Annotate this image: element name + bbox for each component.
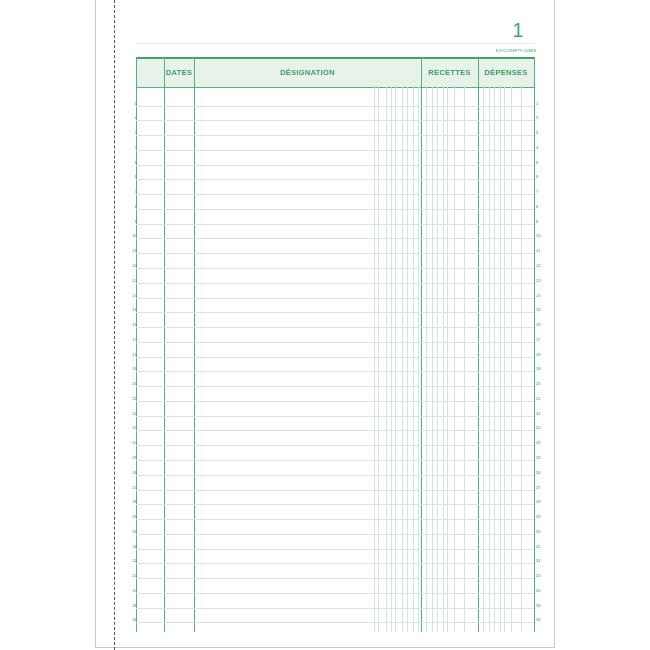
subcolumn-rule (407, 87, 408, 632)
row-number-right: 9 (536, 218, 539, 224)
row-number-right: 3 (536, 130, 539, 135)
row-number-left: 14 (132, 292, 137, 298)
row-number-left: 4 (134, 144, 137, 150)
row-number-left: 5 (134, 159, 137, 165)
row-number-right: 1 (536, 100, 539, 106)
row-number-right: 6 (536, 174, 539, 180)
row-rule (136, 534, 534, 535)
row-rule (136, 563, 534, 564)
subcolumn-rule (374, 87, 375, 632)
row-rule (136, 504, 534, 505)
subcolumn-rule (437, 87, 438, 632)
row-number-right: 32 (536, 558, 541, 564)
row-number-right: 12 (536, 263, 541, 268)
row-number-right: 17 (536, 336, 541, 342)
row-rule (136, 460, 534, 461)
row-number-right: 20 (536, 381, 541, 387)
row-rule (136, 298, 534, 299)
row-rule (136, 416, 534, 417)
row-number-right: 36 (536, 617, 541, 623)
perforation-line (114, 0, 115, 650)
row-rule (136, 593, 534, 594)
subcolumn-rule (395, 87, 396, 632)
row-rule (136, 106, 534, 107)
subcolumn-rule (391, 87, 392, 632)
row-number-right: 25 (536, 455, 541, 460)
row-number-right: 21 (536, 395, 541, 401)
row-number-left: 16 (132, 322, 137, 327)
row-number-left: 21 (132, 395, 137, 401)
row-number-right: 2 (536, 115, 539, 121)
row-rule (136, 165, 534, 166)
header-designation: DÉSIGNATION (280, 68, 335, 77)
row-rule (136, 327, 534, 328)
reference-code: EXACOMPTA 13688 (495, 48, 536, 53)
row-number-left: 12 (132, 263, 137, 268)
row-number-left: 22 (132, 410, 137, 416)
subcolumn-rule (447, 87, 448, 632)
header-bottom-rule (136, 87, 534, 88)
subcolumn-rule (500, 87, 501, 632)
subcolumn-rule (494, 87, 495, 632)
row-number-right: 29 (536, 514, 541, 520)
row-rule (136, 401, 534, 402)
row-number-left: 7 (134, 189, 137, 195)
row-rule (136, 253, 534, 254)
row-number-right: 31 (536, 543, 541, 549)
row-rule (136, 150, 534, 151)
row-rule (136, 194, 534, 195)
row-number-left: 25 (132, 455, 137, 460)
row-rule (136, 209, 534, 210)
row-number-left: 9 (134, 218, 137, 224)
row-rule (136, 490, 534, 491)
row-rule (136, 608, 534, 609)
row-number-right: 16 (536, 322, 541, 327)
header-depenses: DÉPENSES (484, 68, 528, 77)
row-number-right: 5 (536, 159, 539, 165)
row-number-right: 26 (536, 469, 541, 475)
subcolumn-rule (521, 87, 522, 632)
column-rule (164, 57, 165, 632)
row-rule (136, 549, 534, 550)
subcolumn-rule (378, 87, 379, 632)
row-number-left: 36 (132, 617, 137, 623)
row-rule (136, 519, 534, 520)
header-dates: DATES (165, 68, 193, 77)
row-number-left: 24 (132, 440, 137, 446)
row-number-left: 33 (132, 573, 137, 579)
subcolumn-rule (464, 87, 465, 632)
row-number-left: 29 (132, 514, 137, 520)
row-number-left: 6 (134, 174, 137, 180)
row-rule (136, 371, 534, 372)
header-row-number (136, 59, 164, 87)
row-rule (136, 578, 534, 579)
subcolumn-rule (454, 87, 455, 632)
row-rule (136, 386, 534, 387)
row-number-right: 28 (536, 499, 541, 505)
row-rule (136, 238, 534, 239)
page-number: 1 (512, 20, 524, 42)
row-number-right: 19 (536, 366, 541, 372)
row-number-right: 34 (536, 587, 541, 593)
row-rule (136, 179, 534, 180)
row-number-left: 28 (132, 499, 137, 505)
row-rule (136, 268, 534, 269)
row-rule (136, 135, 534, 136)
row-rule (136, 357, 534, 358)
row-rule (136, 475, 534, 476)
row-number-right: 4 (536, 144, 539, 150)
subcolumn-rule (511, 87, 512, 632)
row-number-left: 17 (132, 336, 137, 342)
column-rule (421, 57, 422, 632)
top-guide-line (136, 43, 534, 44)
row-number-left: 11 (132, 248, 137, 254)
row-number-right: 10 (536, 233, 541, 239)
row-number-left: 27 (132, 484, 137, 490)
row-number-left: 20 (132, 381, 137, 387)
row-number-left: 1 (134, 100, 137, 106)
row-number-left: 8 (134, 203, 137, 209)
row-number-left: 34 (132, 587, 137, 593)
subcolumn-rule (483, 87, 484, 632)
row-number-right: 24 (536, 440, 541, 446)
row-number-left: 30 (132, 528, 137, 534)
row-number-right: 15 (536, 307, 541, 313)
row-rule (136, 224, 534, 225)
column-rule (534, 57, 535, 632)
row-rule (136, 622, 534, 623)
row-number-left: 32 (132, 558, 137, 564)
header-recettes: RECETTES (428, 68, 471, 77)
subcolumn-rule (432, 87, 433, 632)
row-rule (136, 312, 534, 313)
row-number-right: 22 (536, 410, 541, 416)
subcolumn-rule (402, 87, 403, 632)
subcolumn-rule (413, 87, 414, 632)
row-number-left: 23 (132, 425, 137, 431)
row-number-left: 19 (132, 366, 137, 372)
column-rule (478, 57, 479, 632)
subcolumn-rule (443, 87, 444, 632)
table-header (136, 57, 534, 87)
row-number-left: 10 (132, 233, 137, 239)
row-number-right: 11 (536, 248, 541, 254)
subcolumn-rule (418, 87, 419, 632)
subcolumn-rule (386, 87, 387, 632)
row-number-left: 35 (132, 602, 137, 608)
row-rule (136, 342, 534, 343)
row-number-right: 33 (536, 573, 541, 579)
row-number-left: 26 (132, 469, 137, 475)
row-number-right: 27 (536, 484, 541, 490)
row-number-right: 35 (536, 602, 541, 608)
row-number-right: 14 (536, 292, 541, 298)
row-rule (136, 283, 534, 284)
row-number-right: 7 (536, 189, 539, 195)
row-number-right: 8 (536, 203, 539, 209)
subcolumn-rule (504, 87, 505, 632)
subcolumn-rule (426, 87, 427, 632)
row-rule (136, 445, 534, 446)
subcolumn-rule (489, 87, 490, 632)
row-number-left: 3 (134, 130, 137, 135)
row-number-left: 31 (132, 543, 137, 549)
row-number-left: 2 (134, 115, 137, 121)
row-number-right: 23 (536, 425, 541, 431)
row-number-left: 15 (132, 307, 137, 313)
row-rule (136, 430, 534, 431)
row-rule (136, 120, 534, 121)
column-rule (194, 57, 195, 632)
row-number-left: 13 (132, 277, 137, 283)
row-number-right: 13 (536, 277, 541, 283)
row-number-left: 18 (132, 351, 137, 357)
row-number-right: 18 (536, 351, 541, 357)
row-number-right: 30 (536, 528, 541, 534)
